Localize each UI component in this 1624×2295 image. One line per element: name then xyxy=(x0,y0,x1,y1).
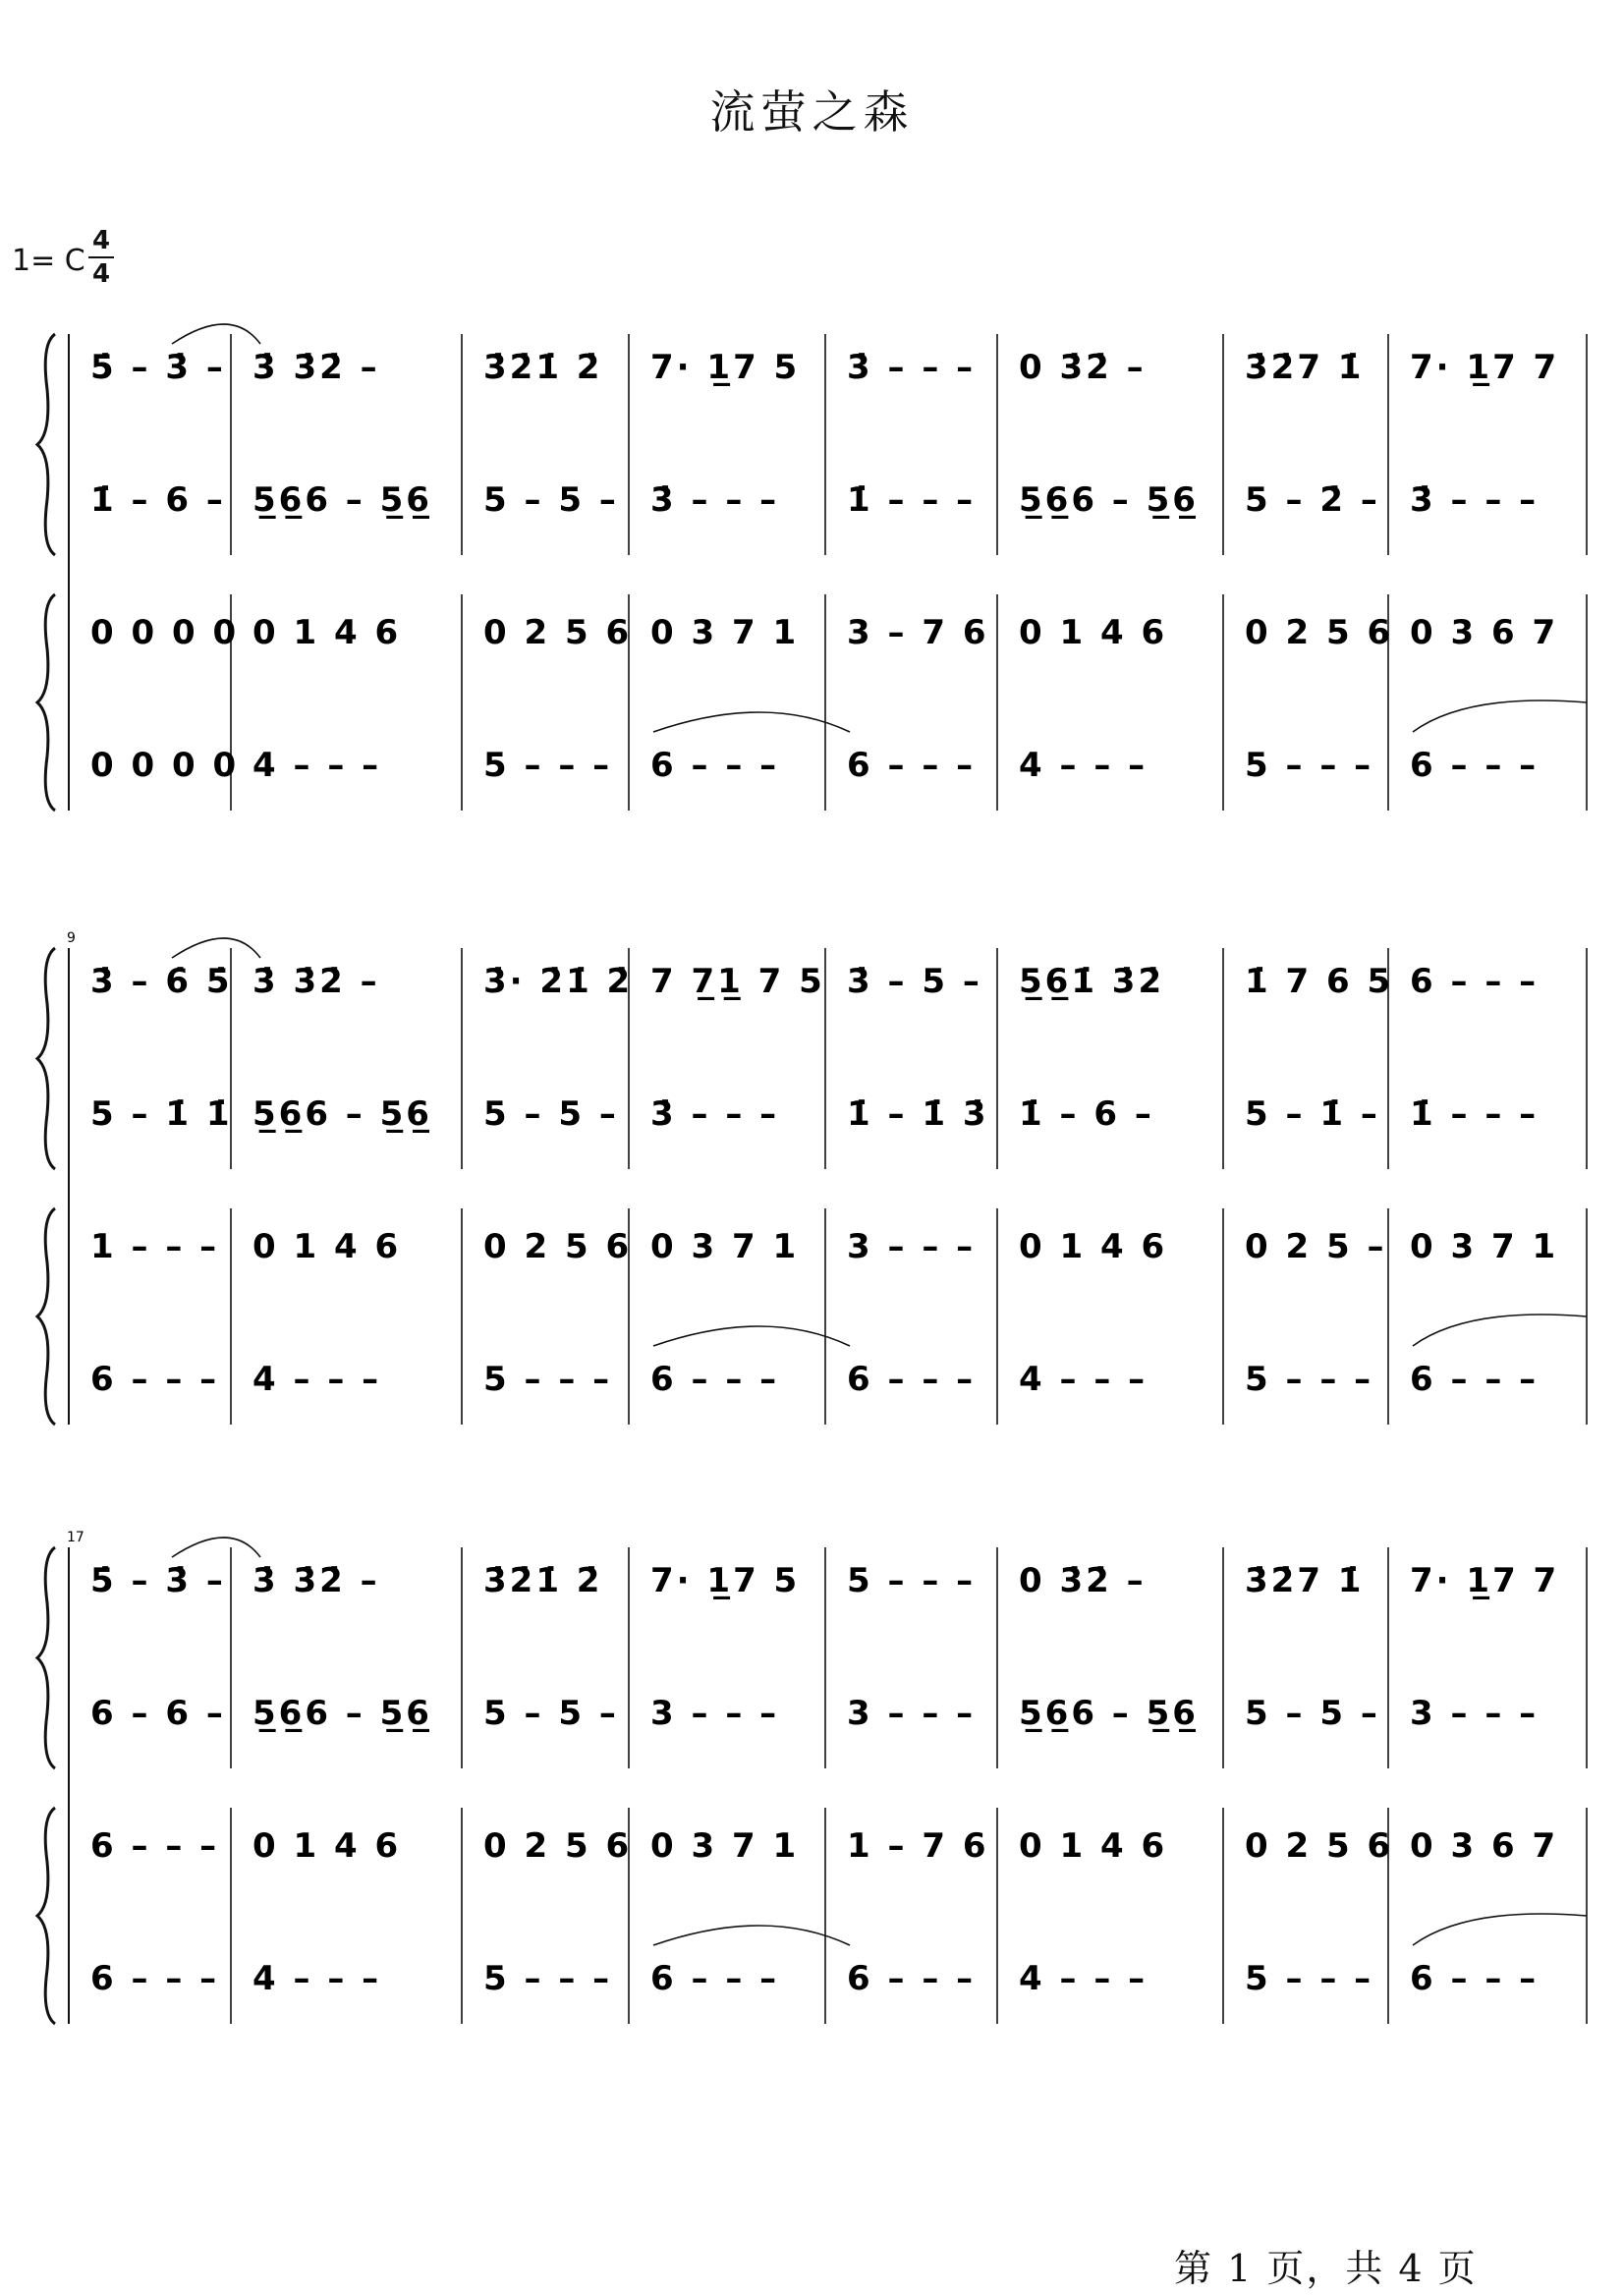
tie xyxy=(653,1926,850,1945)
jianpu-bar: 3̇ – 5 – xyxy=(847,962,982,1001)
jianpu-bar: 0 1 4 6 xyxy=(1019,1826,1168,1866)
jianpu-bar: 5̲6̲6 – 5̲6̲ xyxy=(1019,1694,1199,1733)
jianpu-bar: 6 – – – xyxy=(847,1959,977,1998)
jianpu-bar: 5 – – – xyxy=(483,746,613,785)
measure-number: 17 xyxy=(67,1530,84,1545)
jianpu-bar: 3 – – – xyxy=(847,1227,977,1266)
jianpu-bar: 5 – – – xyxy=(847,1561,977,1600)
brace-upper xyxy=(37,334,55,555)
tie xyxy=(1413,700,1587,732)
jianpu-bar: 5 – – – xyxy=(483,1360,613,1399)
page-footer: 第 1 页，共 4 页 xyxy=(1174,2247,1478,2290)
jianpu-bar: 3 – – – xyxy=(1410,1694,1540,1733)
jianpu-bar: 5 – – – xyxy=(1245,1360,1374,1399)
tie xyxy=(653,712,850,732)
jianpu-bar: 3̇ 3̇2̇ – xyxy=(252,348,380,387)
jianpu-bar: 6 – – – xyxy=(650,1959,780,1998)
time-signature-denominator: 4 xyxy=(91,259,111,289)
jianpu-bar: 1 – – – xyxy=(90,1227,220,1266)
jianpu-bar: 4 – – – xyxy=(252,1959,382,1998)
tie xyxy=(1413,1914,1587,1945)
jianpu-bar: 5̇ – 3̇ – xyxy=(90,348,226,387)
time-signature-numerator: 4 xyxy=(91,226,111,255)
jianpu-bar: 5 – 2̇ – xyxy=(1245,480,1380,520)
jianpu-bar: 0 1 4 6 xyxy=(252,1227,402,1266)
jianpu-bar: 7· 1̲7 7 xyxy=(1410,348,1560,387)
jianpu-bar: 3̇2̇1̇ 2̇ xyxy=(483,1561,603,1600)
jianpu-bar: 0 3 7 1 xyxy=(650,1227,800,1266)
jianpu-bar: 0 3 7 1 xyxy=(650,613,800,652)
jianpu-bar: 5 – 1̇ – xyxy=(1245,1094,1380,1134)
jianpu-bar: 0 1 4 6 xyxy=(1019,613,1168,652)
jianpu-bar: 5̇ – 3̇ – xyxy=(90,1561,226,1600)
jianpu-bar: 6 – 6 – xyxy=(90,1694,226,1733)
jianpu-bar: 0 2 5 6 xyxy=(483,1227,633,1266)
jianpu-bar: 6 – – – xyxy=(650,1360,780,1399)
jianpu-bar: 3 – – – xyxy=(847,1694,977,1733)
jianpu-bar: 3̇ – 6̇ 5̇ xyxy=(90,962,233,1001)
jianpu-bar: 3̇ 3̇2̇ – xyxy=(252,962,380,1001)
tie xyxy=(172,324,260,344)
measure-number: 9 xyxy=(67,930,76,946)
jianpu-bar: 0 2 5 6 xyxy=(1245,1826,1394,1866)
key-signature: 1= C xyxy=(12,244,85,278)
jianpu-bar: 5 – 1̇ 1̇ xyxy=(90,1094,233,1134)
jianpu-bar: 5 – 5 – xyxy=(483,480,619,520)
jianpu-bar: 6 – – – xyxy=(1410,962,1540,1001)
jianpu-bar: 0 2 5 – xyxy=(1245,1227,1387,1266)
jianpu-bar: 1 – 7 6 xyxy=(847,1826,989,1866)
jianpu-bar: 4 – – – xyxy=(1019,1959,1148,1998)
jianpu-bar: 6 – – – xyxy=(1410,1360,1540,1399)
jianpu-bar: 3̇2̇7 1̇ xyxy=(1245,1561,1365,1600)
jianpu-bar: 5̲6̲6 – 5̲6̲ xyxy=(252,480,432,520)
jianpu-bar: 5 – 5 – xyxy=(483,1694,619,1733)
jianpu-bar: 0 1 4 6 xyxy=(252,613,402,652)
brace-lower xyxy=(37,1208,55,1425)
jianpu-bar: 6 – – – xyxy=(90,1826,220,1866)
jianpu-bar: 0 3̇2̇ – xyxy=(1019,1561,1147,1600)
jianpu-bar: 3 – – – xyxy=(650,1694,780,1733)
jianpu-bar: 1̇ – – – xyxy=(1410,1094,1540,1134)
jianpu-bar: 6 – – – xyxy=(90,1959,220,1998)
jianpu-bar: 0 1 4 6 xyxy=(1019,1227,1168,1266)
jianpu-bar: 6 – – – xyxy=(1410,746,1540,785)
jianpu-bar: 4 – – – xyxy=(252,746,382,785)
jianpu-bar: 7· 1̲7 5 xyxy=(650,348,801,387)
jianpu-bar: 0 3 6 7 xyxy=(1410,1826,1559,1866)
jianpu-bar: 5̲6̲6 – 5̲6̲ xyxy=(1019,480,1199,520)
jianpu-bar: 0 2 5 6 xyxy=(1245,613,1394,652)
jianpu-bar: 3̇ – – – xyxy=(1410,480,1540,520)
jianpu-bar: 0 0 0 0 xyxy=(90,746,240,785)
page-title: 流萤之森 xyxy=(709,85,915,139)
jianpu-bar: 0 3 6 7 xyxy=(1410,613,1559,652)
jianpu-bar: 3̇ 3̇2̇ – xyxy=(252,1561,380,1600)
jianpu-bar: 4 – – – xyxy=(1019,746,1148,785)
tie xyxy=(1413,1315,1587,1346)
brace-upper xyxy=(37,1547,55,1768)
jianpu-bar: 6 – – – xyxy=(1410,1959,1540,1998)
jianpu-bar: 0 3 7 1 xyxy=(650,1826,800,1866)
jianpu-bar: 1̇ – 6 – xyxy=(1019,1094,1154,1134)
jianpu-bar: 6 – – – xyxy=(650,746,780,785)
jianpu-bar: 6 – – – xyxy=(847,1360,977,1399)
jianpu-bar: 5 – – – xyxy=(1245,746,1374,785)
jianpu-bar: 5̲6̲1̇ 3̇2̇ xyxy=(1019,962,1165,1001)
jianpu-bar: 3̇ – – – xyxy=(650,1094,780,1134)
jianpu-bar: 4 – – – xyxy=(1019,1360,1148,1399)
jianpu-bar: 5̲6̲6 – 5̲6̲ xyxy=(252,1094,432,1134)
jianpu-bar: 5 – 5 – xyxy=(483,1094,619,1134)
jianpu-bar: 3̇· 2̇1̇ 2̇ xyxy=(483,962,634,1001)
jianpu-bar: 0 1 4 6 xyxy=(252,1826,402,1866)
jianpu-bar: 3̇2̇7 1̇ xyxy=(1245,348,1365,387)
tie xyxy=(172,938,260,958)
jianpu-bar: 5̲6̲6 – 5̲6̲ xyxy=(252,1694,432,1733)
jianpu-bar: 3̇ – – – xyxy=(847,348,977,387)
jianpu-bar: 3̇2̇1̇ 2̇ xyxy=(483,348,603,387)
jianpu-bar: 0 3 7 1 xyxy=(1410,1227,1559,1266)
jianpu-bar: 1̇ 7 6 5 xyxy=(1245,962,1394,1001)
jianpu-bar: 6 – – – xyxy=(847,746,977,785)
jianpu-bar: 3̇ – – – xyxy=(650,480,780,520)
brace-upper xyxy=(37,948,55,1169)
jianpu-bar: 0 2 5 6 xyxy=(483,613,633,652)
jianpu-bar: 7· 1̲7 5 xyxy=(650,1561,801,1600)
jianpu-bar: 4 – – – xyxy=(252,1360,382,1399)
jianpu-bar: 5 – – – xyxy=(1245,1959,1374,1998)
jianpu-bar: 0 3̇2̇ – xyxy=(1019,348,1147,387)
jianpu-bar: 0 0 0 0 xyxy=(90,613,240,652)
brace-lower xyxy=(37,1808,55,2024)
tie xyxy=(172,1538,260,1557)
jianpu-bar: 5 – – – xyxy=(483,1959,613,1998)
jianpu-bar: 7 7̲1̲ 7 5 xyxy=(650,962,825,1001)
tie xyxy=(653,1326,850,1346)
jianpu-bar: 7· 1̲7 7 xyxy=(1410,1561,1560,1600)
jianpu-bar: 1̇ – 6 – xyxy=(90,480,226,520)
jianpu-bar: 5 – 5 – xyxy=(1245,1694,1380,1733)
jianpu-bar: 1̇ – 1̇ 3̇ xyxy=(847,1094,989,1134)
jianpu-bar: 1̇ – – – xyxy=(847,480,977,520)
jianpu-bar: 3 – 7 6 xyxy=(847,613,989,652)
jianpu-bar: 0 2 5 6 xyxy=(483,1826,633,1866)
brace-lower xyxy=(37,594,55,811)
jianpu-bar: 6 – – – xyxy=(90,1360,220,1399)
